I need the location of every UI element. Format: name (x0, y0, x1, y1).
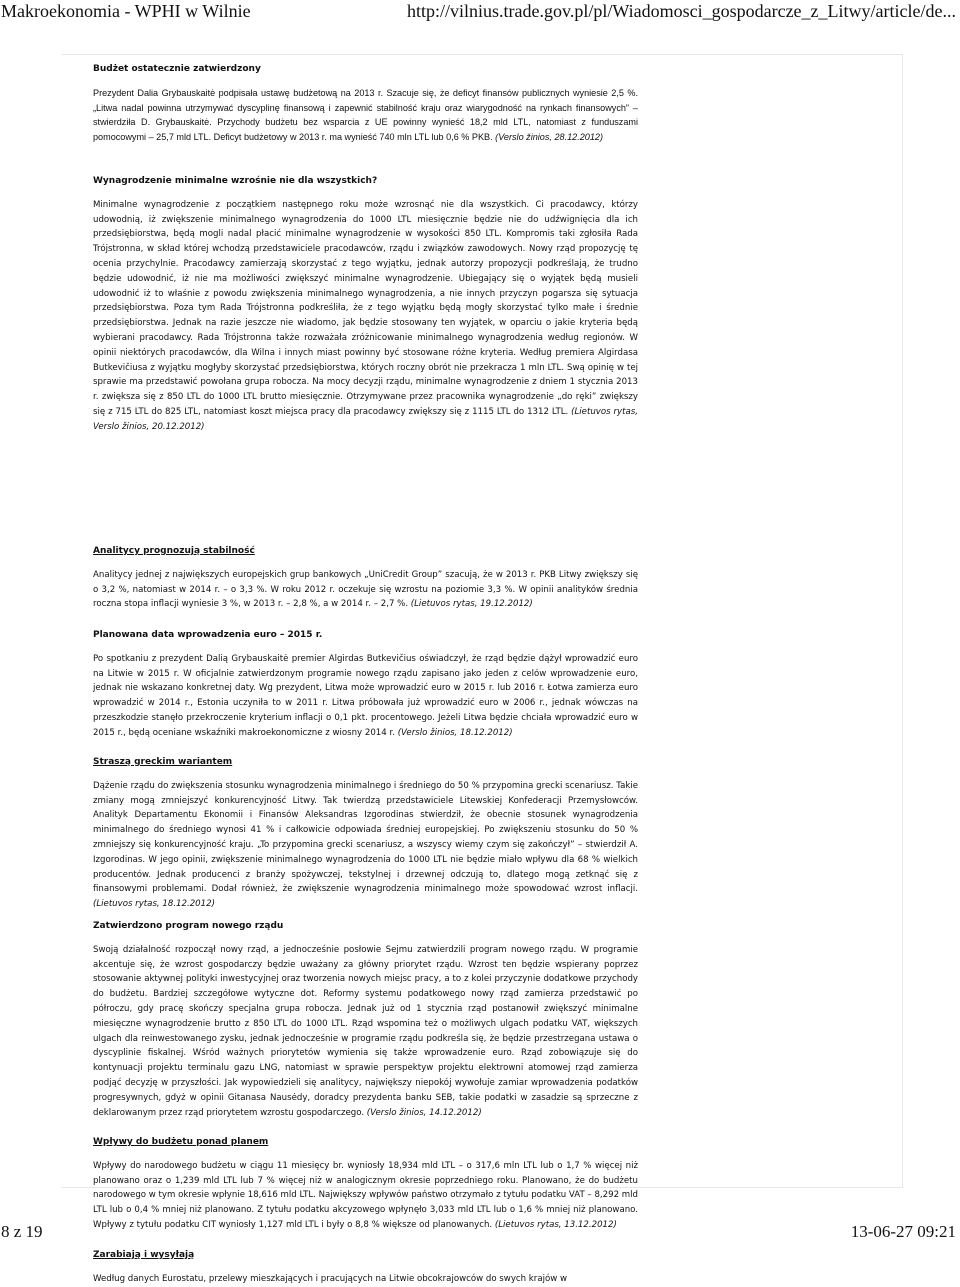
section-source: (Verslo žinios, 14.12.2012) (366, 1107, 482, 1118)
section-budget (93, 62, 638, 174)
section-source: (Verslo žinios, 28.12.2012) (495, 132, 604, 143)
section-body: Prezydent Dalia Grybauskaitė podpisała ustawę budżetową na 2013 r. Szacuje się, że deficyt finansów publicznych wyniesie 2,5 %. „Litwa nadal powinna utrzymywać dyscyplinę finansową i zapewnić stabilność kraju oraz wiarygodność na rynkach finansowych” – stwierdziła D. Grybauskaitė. Przychody budżetu bez wsparcia z UE powinny wynieść 18,2 mld LTL, natomiast z funduszami pomocowymi – 25,7 mld LTL. Deficyt budżetowy w 2013 r. ma wynieść 740 mln LTL lub 0,6 % PKB. (Verslo žinios, 28.12.2012) (93, 87, 638, 143)
section-greek (93, 755, 638, 919)
page-title: Makroekonomia - WPHI w Wilnie (1, 1, 251, 21)
section-source: (Lietuvos rytas, Verslo žinios, 20.12.2012) (93, 406, 638, 432)
section-source: (Lietuvos rytas, 18.12.2012) (93, 899, 215, 910)
section-government-program (93, 919, 638, 1135)
section-remittances (93, 1248, 638, 1287)
page-number: 8 z 19 (1, 1222, 43, 1241)
section-analysts (93, 544, 638, 628)
section-title: Analitycy prognozują stabilność (93, 546, 255, 556)
section-body: Analitycy jednej z największych europejskich grup bankowych „UniCredit Group” szacują, że w 2013 r. PKB Litwy zwiększy się o 3,2 %, natomiast w 2014 r. – o 3,3 %. W roku 2012 r. oczekuje się wzrostu na poziomie 3,3 %. W opinii analityków średnia roczna stopa inflacji wyniesie 3 %, w 2013 r. – 2,8 %, a w 2014 r. – 2,7 %. (Lietuvos rytas, 19.12.2012) (93, 569, 638, 610)
section-body: Wpływy do narodowego budżetu w ciągu 11 miesięcy br. wyniosły 18,934 mld LTL – o 317,6 mln LTL lub o 1,7 % więcej niż planowano oraz o 1,239 mld LTL lub 7 % więcej niż w analogicznym okresie poprzedniego roku. Planowano, że do budżetu narodowego w tym okresie wpłynie 18,616 mld LTL. Największy wpływów państwo otrzymało z tytułu podatku VAT – 8,292 mld LTL lub o 0,4 % mniej niż planowano. Z tytułu podatku akcyzowego wpłynęło 3,033 mld LTL lub o 1,6 % mniej niż planowano. Wpływy z tytułu podatku CIT wyniosły 1,127 mld LTL i były o 8,8 % większe od planowanych. (Lietuvos rytas, 13.12.2012) (93, 1160, 638, 1230)
article-content (93, 62, 638, 1287)
section-title: Budżet ostatecznie zatwierdzony (93, 64, 261, 74)
section-title: Zarabiają i wysyłają (93, 1250, 195, 1260)
section-euro (93, 628, 638, 755)
browser-print-header (0, 0, 960, 22)
browser-print-footer (0, 1219, 960, 1242)
section-body: Po spotkaniu z prezydent Dalią Grybauskaitė premier Algirdas Butkevičius oświadczył, że rząd będzie dążył wprowadzić euro na Litwie w 2015 r. W oficjalnie zatwierdzonym programie nowego rządu zapisano jako jeden z celów wprowadzenie euro, jednak nie wskazano konkretnej daty. Wg prezydent, Litwa może wprowadzić euro w 2015 r. lub 2016 r. Łotwa zamierza euro wprowadzić w 2014 r., Estonia uczyniła to w 2011 r. Litwa próbowała już wprowadzić euro w 2006 r., jednak wówczas na przeszkodzie stanęło przekroczenie kryterium inflacji o 0,1 pkt. procentowego. Jeżeli Litwa będzie chciała wprowadzić euro w 2015 r., będą oceniane wskaźniki makroekonomiczne z wiosny 2014 r. (Verslo žinios, 18.12.2012) (93, 653, 638, 738)
section-source: (Verslo žinios, 18.12.2012) (397, 727, 513, 738)
section-source: (Lietuvos rytas, 19.12.2012) (410, 599, 533, 610)
section-source: (Lietuvos rytas, 13.12.2012) (494, 1219, 617, 1230)
section-body: Swoją działalność rozpoczął nowy rząd, a jednocześnie posłowie Sejmu zatwierdzili program nowego rządu. W programie akcentuje się, że wzrost gospodarczy będzie uważany za główny priorytet rządu. Wzrost ten będzie wspierany poprzez stosowanie aktywnej polityki inwestycyjnej oraz tworzenia nowych miejsc pracy, a to z kolei przyczynie dodatkowe przychody do budżetu. Bardziej szczegółowe wytyczne dot. Reformy systemu podatkowego nowy rząd zamierza przedstawić po półroczu, gdy pracę skończy specjalna grupa robocza. Jednak już od 1 stycznia rząd postanowił zwiększyć minimalne miesięczne wynagrodzenie brutto z 850 LTL do 1000 LTL. Rząd wspomina też o możliwych ulgach podatku VAT, większych ulgach dla reinwestowanego zysku, jednak jednocześnie w programie rządu podkreśla się, że będzie przestrzegana ustawa o dyscyplinie fiskalnej. Wśród ważnych priorytetów wymienia się także wprowadzenie euro. Rząd zobowiązuje się do kontynuacji projektu terminalu gazu LNG, natomiast w sprawie perspektyw projektu elektrowni atomowej rząd zamierza podjąć decyzję w przyszłości. Jak wypowiedzieli się analitycy, największy niepokój wywołuje zamiar wprowadzenia podatków progresywnych, gdyż w opinii Gitanasa Nausėdy, doradcy prezydenta banku SEB, takie podatki w zasadzie są sprzeczne z deklarowanym przez rząd priorytetem wzrostu gospodarczego. (Verslo žinios, 14.12.2012) (93, 944, 638, 1118)
section-body: Według danych Eurostatu, przelewy mieszkających i pracujących na Litwie obcokrajowców do swych krajów w (93, 1273, 568, 1284)
section-body: Dążenie rządu do zwiększenia stosunku wynagrodzenia minimalnego i średniego do 50 % przypomina grecki scenariusz. Takie zmiany mogą zmniejszyć konkurencyjność Litwy. Tak twierdzą przedstawiciele Litewskiej Konfederacji Przemysłowców. Analityk Departamentu Ekonomii i Finansów Aleksandras Izgorodinas stwierdził, że obecnie stosunek wynagrodzenia minimalnego do średniego wynosi 41 % i całkowicie odpowiada średniej europejskiej. Po zwiększeniu stosunku do 50 % zmniejszy się konkurencyjność kraju. „To przypomina grecki scenariusz, a wszyscy wiemy czym się zakończył” – stwierdził A. Izgorodinas. W jego opinii, zwiększenie minimalnego wynagrodzenia do 1000 LTL nie będzie miało wpływu dla 68 % wielkich producentów. Jednak producenci z branży spożywczej, tekstylnej i drzewnej odczują to, dlatego mogą zetknąć się z finansowymi problemami. Dodał również, że zwiększenie wynagrodzenia minimalnego może spowodować wzrost inflacji. (Lietuvos rytas, 18.12.2012) (93, 780, 638, 910)
section-title: Wynagrodzenie minimalne wzrośnie nie dla wszystkich? (93, 176, 378, 186)
print-datetime: 13-06-27 09:21 (850, 1222, 956, 1241)
section-title: Straszą greckim wariantem (93, 757, 233, 767)
section-title: Planowana data wprowadzenia euro – 2015 r. (93, 630, 323, 640)
section-min-wage (93, 174, 638, 544)
page-url[interactable]: http://vilnius.trade.gov.pl/pl/Wiadomosci_gospodarcze_z_Litwy/article/de... (407, 1, 956, 21)
section-title: Wpływy do budżetu ponad planem (93, 1137, 269, 1147)
section-title: Zatwierdzono program nowego rządu (93, 921, 284, 931)
section-body: Minimalne wynagrodzenie z początkiem następnego roku może wzrosnąć nie dla wszystkich. Ci pracodawcy, którzy udowodnią, iż zwiększenie minimalnego wynagrodzenia do 1000 LTL miesięcznie będzie nie do udźwignięcia dla ich przedsiębiorstwa, będą mogli nadal płacić minimalne wynagrodzenie w wysokości 850 LTL. Kompromis taki zgłosiła Rada Trójstronna, w skład której wchodzą przedstawiciele pracodawców, rządu i związków zawodowych. Nowy rząd propozycję tę ocenia przychylnie. Pracodawcy zamierzają skorzystać z tego wyjątku, jednak autorzy propozycji podkreślają, że trudno będzie udowodnić, iż nie ma możliwości zwiększyć minimalne wynagrodzenie. Ubiegający się o wyjątek będą musieli udowodnić iż to właśnie z powodu zwiększenia minimalnego wynagrodzenia, a nie innych przyczyn pogarsza się sytuacja przedsiębiorstwa. Poza tym Rada Trójstronna podkreśliła, że z tego wyjątku będą mogły skorzystać tylko małe i średnie przedsiębiorstwa. Jednak na razie jeszcze nie wiadomo, jak będzie stosowany ten wyjątek, w oparciu o jakie kryteria będą wybierani pracodawcy. Rada Trójstronna także rozważała zróżnicowanie minimalnego wynagrodzenia według regionów. W opinii niektórych pracodawców, dla Wilna i innych miast powinny być stosowane różne kryteria. Według premiera Algirdasa Butkevičiusa z wyjątku mogłyby skorzystać przedsiębiorstwa, których roczny obrót nie przekracza 1 mln LTL. Swą opinię w tej sprawie ma przedstawić powołana grupa robocza. Na mocy decyzji rządu, minimalne wynagrodzenie z dniem 1 stycznia 2013 r. zwiększa się z 850 LTL do 1000 LTL brutto miesięcznie. Otrzymywane przez pracownika wynagrodzenie „do ręki” zwiększy się z 715 LTL do 825 LTL, natomiast koszt miejsca pracy dla pracodawcy zwiększy się z 1115 LTL do 1312 LTL. (Lietuvos rytas, Verslo žinios, 20.12.2012) (93, 199, 638, 432)
